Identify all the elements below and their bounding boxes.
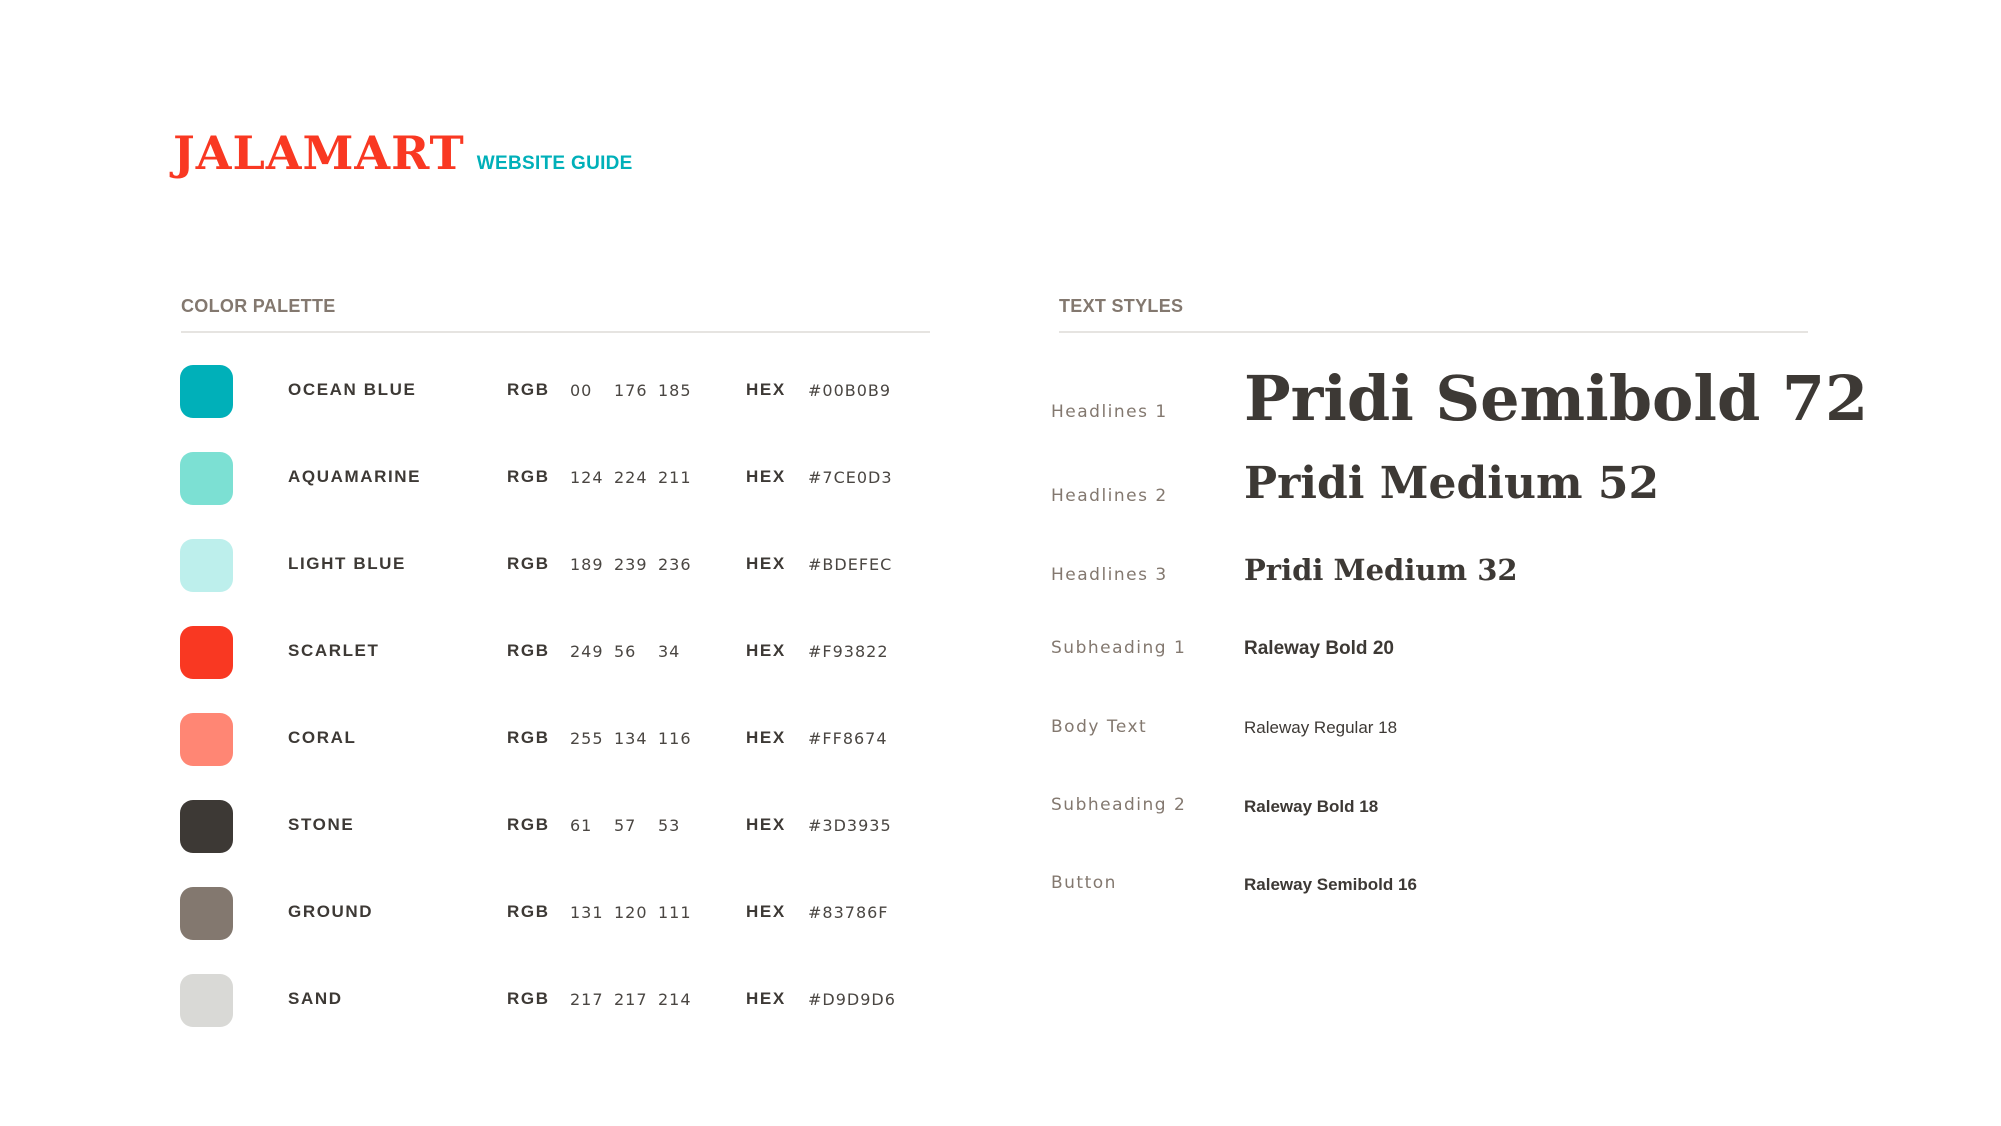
hex-label: HEX xyxy=(746,728,786,747)
color-swatch xyxy=(180,365,233,418)
rgb-g-value: 239 xyxy=(614,555,648,574)
rgb-r-value: 61 xyxy=(570,816,593,835)
text-style-label: Headlines 3 xyxy=(1051,565,1168,585)
text-style-sample: Pridi Medium 52 xyxy=(1244,458,1660,509)
text-style-label: Subheading 1 xyxy=(1051,638,1187,658)
rgb-g-value: 120 xyxy=(614,903,648,922)
rgb-r-value: 00 xyxy=(570,381,593,400)
hex-value: #3D3935 xyxy=(808,816,892,835)
hex-label: HEX xyxy=(746,380,786,399)
color-name: OCEAN BLUE xyxy=(288,380,417,399)
hex-value: #F93822 xyxy=(808,642,889,661)
color-swatch xyxy=(180,539,233,592)
color-name: STONE xyxy=(288,815,355,834)
color-row-sand xyxy=(180,974,940,1026)
rgb-g-value: 176 xyxy=(614,381,648,400)
color-swatch xyxy=(180,887,233,940)
rgb-r-value: 249 xyxy=(570,642,604,661)
text-styles-divider xyxy=(1059,331,1808,333)
rgb-label: RGB xyxy=(507,380,550,399)
hex-label: HEX xyxy=(746,554,786,573)
color-swatch xyxy=(180,452,233,505)
text-style-sample: Raleway Bold 18 xyxy=(1244,797,1379,816)
rgb-g-value: 217 xyxy=(614,990,648,1009)
hex-label: HEX xyxy=(746,989,786,1008)
rgb-r-value: 255 xyxy=(570,729,604,748)
text-style-sample: Pridi Medium 32 xyxy=(1244,553,1518,587)
text-style-label: Headlines 1 xyxy=(1051,402,1168,422)
color-name: SCARLET xyxy=(288,641,380,660)
rgb-r-value: 124 xyxy=(570,468,604,487)
hex-value: #FF8674 xyxy=(808,729,888,748)
color-palette-divider xyxy=(181,331,930,333)
rgb-g-value: 56 xyxy=(614,642,637,661)
rgb-label: RGB xyxy=(507,902,550,921)
rgb-label: RGB xyxy=(507,989,550,1008)
text-style-label: Body Text xyxy=(1051,717,1148,737)
rgb-b-value: 211 xyxy=(658,468,692,487)
hex-value: #D9D9D6 xyxy=(808,990,896,1009)
brand-subtitle: WEBSITE GUIDE xyxy=(476,153,633,174)
rgb-r-value: 189 xyxy=(570,555,604,574)
brand-logo: JALAMART xyxy=(173,126,465,180)
rgb-b-value: 185 xyxy=(658,381,692,400)
hex-label: HEX xyxy=(746,641,786,660)
rgb-label: RGB xyxy=(507,815,550,834)
hex-value: #BDEFEC xyxy=(808,555,893,574)
text-style-sample: Raleway Semibold 16 xyxy=(1244,875,1417,894)
color-row-ground xyxy=(180,887,940,939)
text-style-sample: Raleway Bold 20 xyxy=(1244,638,1394,659)
rgb-b-value: 236 xyxy=(658,555,692,574)
color-name: LIGHT BLUE xyxy=(288,554,406,573)
rgb-b-value: 111 xyxy=(658,903,692,922)
text-style-sample: Pridi Semibold 72 xyxy=(1244,362,1869,435)
color-palette-title: COLOR PALETTE xyxy=(181,296,336,316)
text-styles-title: TEXT STYLES xyxy=(1059,296,1184,316)
rgb-label: RGB xyxy=(507,641,550,660)
color-row-coral xyxy=(180,713,940,765)
color-swatch xyxy=(180,800,233,853)
rgb-g-value: 134 xyxy=(614,729,648,748)
rgb-b-value: 53 xyxy=(658,816,681,835)
text-style-sample: Raleway Regular 18 xyxy=(1244,718,1398,737)
color-swatch xyxy=(180,626,233,679)
brand-header xyxy=(173,126,633,180)
rgb-b-value: 214 xyxy=(658,990,692,1009)
rgb-b-value: 34 xyxy=(658,642,681,661)
color-swatch xyxy=(180,713,233,766)
color-row-aquamarine xyxy=(180,452,940,504)
rgb-label: RGB xyxy=(507,554,550,573)
text-style-label: Button xyxy=(1051,873,1117,893)
rgb-r-value: 131 xyxy=(570,903,604,922)
color-row-light-blue xyxy=(180,539,940,591)
rgb-r-value: 217 xyxy=(570,990,604,1009)
hex-value: #83786F xyxy=(808,903,889,922)
rgb-b-value: 116 xyxy=(658,729,692,748)
color-swatch xyxy=(180,974,233,1027)
color-name: CORAL xyxy=(288,728,357,747)
hex-value: #00B0B9 xyxy=(808,381,892,400)
rgb-label: RGB xyxy=(507,728,550,747)
rgb-g-value: 224 xyxy=(614,468,648,487)
color-name: AQUAMARINE xyxy=(288,467,422,486)
hex-label: HEX xyxy=(746,467,786,486)
text-style-label: Subheading 2 xyxy=(1051,795,1187,815)
hex-label: HEX xyxy=(746,815,786,834)
rgb-g-value: 57 xyxy=(614,816,637,835)
color-name: SAND xyxy=(288,989,343,1008)
rgb-label: RGB xyxy=(507,467,550,486)
color-row-ocean-blue xyxy=(180,365,940,417)
hex-value: #7CE0D3 xyxy=(808,468,893,487)
text-style-label: Headlines 2 xyxy=(1051,486,1168,506)
color-name: GROUND xyxy=(288,902,374,921)
color-row-stone xyxy=(180,800,940,852)
color-row-scarlet xyxy=(180,626,940,678)
hex-label: HEX xyxy=(746,902,786,921)
